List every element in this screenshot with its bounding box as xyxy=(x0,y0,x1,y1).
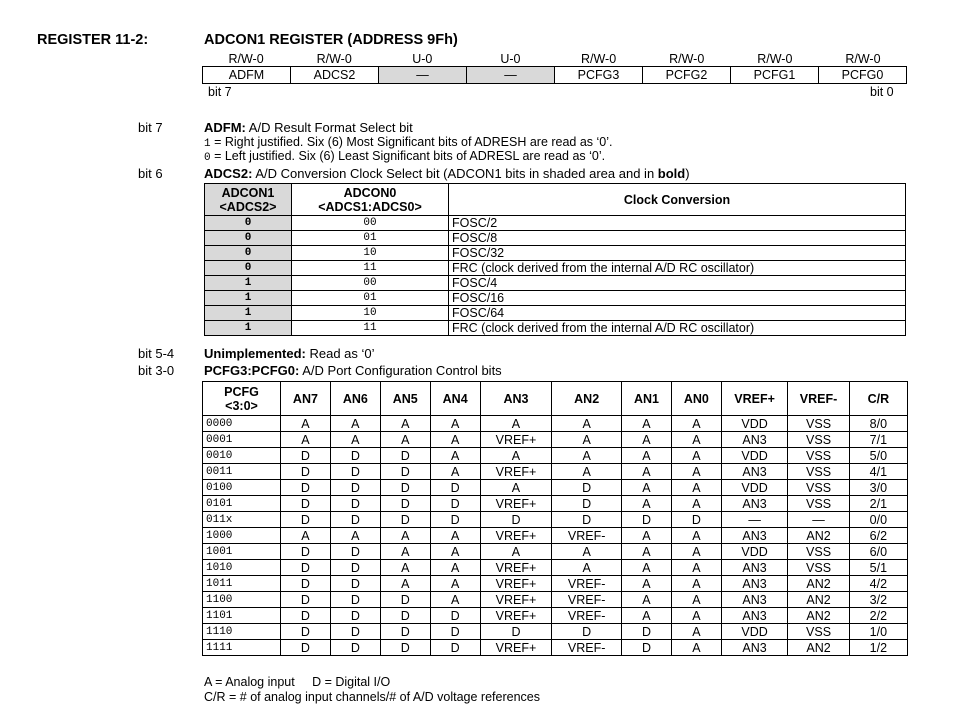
pcfg-cell-an5: D xyxy=(380,608,430,624)
pcfg-header-cr: C/R xyxy=(849,382,907,416)
pcfg-header-an4: AN4 xyxy=(430,382,480,416)
adcs-cell-adcs2: 0 xyxy=(205,261,292,276)
bit-low-label: bit 0 xyxy=(870,85,894,99)
pcfg-cell-pcfg: 1110 xyxy=(203,624,281,640)
pcfg-row xyxy=(203,592,908,608)
pcfg-cell-cr: 6/2 xyxy=(849,528,907,544)
pcfg-cell-an4: D xyxy=(430,640,480,656)
adcs-row xyxy=(205,216,906,231)
bit-cell-pcfg3: PCFG3 xyxy=(555,67,643,83)
pcfg-cell-vref-plus: AN3 xyxy=(721,560,788,576)
adcs-row xyxy=(205,276,906,291)
bit30-desc-line xyxy=(204,363,502,378)
adcs-cell-clock: FOSC/32 xyxy=(449,246,906,261)
adcs-cell-clock: FOSC/8 xyxy=(449,231,906,246)
pcfg-cell-an1: A xyxy=(622,496,672,512)
pcfg-cell-an2: A xyxy=(552,448,622,464)
pcfg-cell-an5: A xyxy=(380,528,430,544)
pcfg-cell-an2: D xyxy=(552,480,622,496)
pcfg-cell-an6: A xyxy=(330,528,380,544)
pcfg-cell-vref-minus: AN2 xyxy=(788,528,849,544)
bit30-desc: A/D Port Configuration Control bits xyxy=(302,363,502,378)
pcfg-cell-an4: D xyxy=(430,496,480,512)
adcs-header-adcon1: ADCON1 <ADCS2> xyxy=(205,184,292,216)
bit7-desc: A/D Result Format Select bit xyxy=(248,120,413,135)
pcfg-header-an3: AN3 xyxy=(480,382,552,416)
pcfg-cell-an4: A xyxy=(430,592,480,608)
adcs-cell-adcs10: 01 xyxy=(292,231,449,246)
adcs-cell-adcs10: 00 xyxy=(292,276,449,291)
bit7-option1-value: 1 xyxy=(204,138,211,150)
pcfg-cell-an1: A xyxy=(622,432,672,448)
pcfg-cell-an4: D xyxy=(430,512,480,528)
pcfg-cell-an5: D xyxy=(380,448,430,464)
pcfg-cell-an7: D xyxy=(280,448,330,464)
pcfg-cell-an7: D xyxy=(280,640,330,656)
pcfg-header-an2: AN2 xyxy=(552,382,622,416)
pcfg-cell-pcfg: 1100 xyxy=(203,592,281,608)
bit7-option0-value: 0 xyxy=(204,152,211,164)
pcfg-row xyxy=(203,432,908,448)
pcfg-cell-an6: D xyxy=(330,464,380,480)
pcfg-cell-vref-minus: VSS xyxy=(788,448,849,464)
pcfg-cell-pcfg: 0011 xyxy=(203,464,281,480)
bit-cell-pcfg1: PCFG1 xyxy=(731,67,819,83)
pcfg-cell-an3: VREF+ xyxy=(480,528,552,544)
pcfg-cell-an4: D xyxy=(430,624,480,640)
pcfg-cell-an3: D xyxy=(480,512,552,528)
pcfg-cell-an2: D xyxy=(552,496,622,512)
pcfg-cell-vref-minus: VSS xyxy=(788,496,849,512)
pcfg-cell-an0: A xyxy=(671,560,721,576)
pcfg-header-an7: AN7 xyxy=(280,382,330,416)
bit6-desc-bold: bold xyxy=(657,166,686,181)
access-bit2: R/W-0 xyxy=(669,52,705,66)
pcfg-cell-pcfg: 011x xyxy=(203,512,281,528)
pcfg-header-vref-minus: VREF- xyxy=(788,382,849,416)
pcfg-cell-cr: 2/1 xyxy=(849,496,907,512)
pcfg-cell-an1: A xyxy=(622,544,672,560)
pcfg-cell-an2: VREF- xyxy=(552,608,622,624)
pcfg-cell-an3: VREF+ xyxy=(480,560,552,576)
bit7-desc-line xyxy=(204,120,413,135)
bit54-desc-line xyxy=(204,346,375,361)
bit54-name: Unimplemented: xyxy=(204,346,306,361)
pcfg-cell-an5: D xyxy=(380,480,430,496)
bit30-name: PCFG3:PCFG0: xyxy=(204,363,300,378)
bit6-desc-line xyxy=(204,166,690,181)
bit-cell-unimpl5: — xyxy=(379,67,467,83)
adcs-cell-clock: FOSC/16 xyxy=(449,291,906,306)
bit7-tag: bit 7 xyxy=(138,120,163,135)
pcfg-cell-pcfg: 1101 xyxy=(203,608,281,624)
pcfg-cell-an3: VREF+ xyxy=(480,464,552,480)
adcs-row xyxy=(205,321,906,336)
register-diagram xyxy=(202,52,907,84)
pcfg-cell-an5: D xyxy=(380,640,430,656)
access-bit0: R/W-0 xyxy=(845,52,881,66)
adcs-row xyxy=(205,231,906,246)
pcfg-cell-an3: VREF+ xyxy=(480,592,552,608)
pcfg-cell-cr: 4/2 xyxy=(849,576,907,592)
adcs-row xyxy=(205,291,906,306)
pcfg-row xyxy=(203,544,908,560)
pcfg-cell-an4: A xyxy=(430,416,480,432)
pcfg-cell-an6: D xyxy=(330,544,380,560)
pcfg-cell-an3: VREF+ xyxy=(480,640,552,656)
pcfg-cell-an7: A xyxy=(280,432,330,448)
adcs-cell-adcs10: 10 xyxy=(292,246,449,261)
pcfg-cell-cr: 5/1 xyxy=(849,560,907,576)
pcfg-cell-an2: VREF- xyxy=(552,640,622,656)
pcfg-cell-an7: D xyxy=(280,544,330,560)
bit54-desc: Read as ‘0’ xyxy=(309,346,375,361)
bit6-desc: A/D Conversion Clock Select bit (ADCON1 bits in shaded area and in xyxy=(255,166,655,181)
pcfg-cell-pcfg: 1010 xyxy=(203,560,281,576)
pcfg-cell-an1: D xyxy=(622,624,672,640)
pcfg-cell-an3: A xyxy=(480,480,552,496)
pcfg-cell-an4: A xyxy=(430,448,480,464)
access-bit3: R/W-0 xyxy=(580,52,617,66)
pcfg-cell-cr: 3/2 xyxy=(849,592,907,608)
legend-line2: C/R = # of analog input channels/# of A/D voltage references xyxy=(204,690,540,704)
pcfg-cell-an5: A xyxy=(380,416,430,432)
pcfg-cell-an6: D xyxy=(330,640,380,656)
pcfg-cell-an6: D xyxy=(330,496,380,512)
pcfg-cell-an5: D xyxy=(380,624,430,640)
pcfg-header-an1: AN1 xyxy=(622,382,672,416)
pcfg-cell-vref-plus: AN3 xyxy=(721,576,788,592)
pcfg-row xyxy=(203,576,908,592)
pcfg-cell-an5: A xyxy=(380,560,430,576)
bit7-name: ADFM: xyxy=(204,120,246,135)
bit7-option1-text: = Right justified. Six (6) Most Significant bits of ADRESH are read as ‘0’. xyxy=(210,135,613,149)
pcfg-cell-an5: D xyxy=(380,592,430,608)
pcfg-cell-pcfg: 1001 xyxy=(203,544,281,560)
pcfg-row xyxy=(203,512,908,528)
pcfg-cell-an5: A xyxy=(380,576,430,592)
pcfg-cell-an6: A xyxy=(330,432,380,448)
pcfg-cell-an0: A xyxy=(671,528,721,544)
adcs-row xyxy=(205,306,906,321)
pcfg-cell-pcfg: 0101 xyxy=(203,496,281,512)
pcfg-cell-vref-plus: VDD xyxy=(721,416,788,432)
pcfg-cell-vref-minus: VSS xyxy=(788,432,849,448)
register-title: ADCON1 REGISTER (ADDRESS 9Fh) xyxy=(204,32,458,48)
pcfg-cell-vref-minus: VSS xyxy=(788,560,849,576)
pcfg-cell-an6: D xyxy=(330,592,380,608)
pcfg-cell-an2: A xyxy=(552,464,622,480)
pcfg-cell-an5: A xyxy=(380,432,430,448)
pcfg-cell-an0: A xyxy=(671,464,721,480)
pcfg-cell-an7: D xyxy=(280,608,330,624)
pcfg-cell-vref-minus: — xyxy=(788,512,849,528)
pcfg-cell-cr: 6/0 xyxy=(849,544,907,560)
pcfg-cell-an1: D xyxy=(622,512,672,528)
pcfg-cell-an3: A xyxy=(480,416,552,432)
pcfg-cell-vref-plus: — xyxy=(721,512,788,528)
pcfg-cell-vref-plus: VDD xyxy=(721,448,788,464)
pcfg-cell-an7: D xyxy=(280,592,330,608)
adcs-cell-clock: FRC (clock derived from the internal A/D RC oscillator) xyxy=(449,321,906,336)
pcfg-cell-cr: 4/1 xyxy=(849,464,907,480)
pcfg-row xyxy=(203,496,908,512)
pcfg-header-pcfg: PCFG <3:0> xyxy=(203,382,281,416)
pcfg-cell-an0: A xyxy=(671,592,721,608)
bit-cell-pcfg0: PCFG0 xyxy=(841,68,884,82)
pcfg-cell-an3: VREF+ xyxy=(480,576,552,592)
pcfg-cell-vref-minus: VSS xyxy=(788,416,849,432)
pcfg-cell-an0: A xyxy=(671,416,721,432)
pcfg-cell-an0: A xyxy=(671,448,721,464)
access-row xyxy=(202,52,907,66)
pcfg-cell-vref-plus: AN3 xyxy=(721,528,788,544)
pcfg-cell-an0: A xyxy=(671,432,721,448)
pcfg-cell-cr: 0/0 xyxy=(849,512,907,528)
pcfg-cell-an1: A xyxy=(622,528,672,544)
pcfg-cell-vref-minus: AN2 xyxy=(788,576,849,592)
pcfg-row xyxy=(203,608,908,624)
adcs-cell-adcs2: 1 xyxy=(205,321,292,336)
adcs-cell-adcs10: 00 xyxy=(292,216,449,231)
pcfg-cell-an2: A xyxy=(552,544,622,560)
pcfg-cell-vref-minus: AN2 xyxy=(788,592,849,608)
adcs-cell-clock: FOSC/64 xyxy=(449,306,906,321)
adcs-cell-adcs2: 0 xyxy=(205,231,292,246)
pcfg-cell-an3: VREF+ xyxy=(480,496,552,512)
pcfg-cell-pcfg: 0100 xyxy=(203,480,281,496)
pcfg-cell-an1: D xyxy=(622,640,672,656)
adcs-cell-adcs10: 11 xyxy=(292,261,449,276)
pcfg-cell-an6: D xyxy=(330,624,380,640)
pcfg-cell-an1: A xyxy=(622,448,672,464)
adcs-cell-adcs2: 0 xyxy=(205,246,292,261)
adcs-cell-adcs2: 1 xyxy=(205,306,292,321)
bit-cell-pcfg2: PCFG2 xyxy=(643,67,731,83)
access-bit6: R/W-0 xyxy=(316,52,352,66)
pcfg-cell-an0: A xyxy=(671,496,721,512)
pcfg-cell-an0: A xyxy=(671,608,721,624)
pcfg-cell-an1: A xyxy=(622,480,672,496)
bit54-tag: bit 5-4 xyxy=(138,346,175,361)
pcfg-cell-an1: A xyxy=(622,608,672,624)
bit6-tag: bit 6 xyxy=(138,166,163,181)
pcfg-row xyxy=(203,480,908,496)
pcfg-cell-an7: D xyxy=(280,512,330,528)
pcfg-cell-an6: D xyxy=(330,576,380,592)
pcfg-cell-an6: D xyxy=(330,512,380,528)
pcfg-cell-an3: A xyxy=(480,544,552,560)
pcfg-cell-an7: A xyxy=(280,528,330,544)
pcfg-row xyxy=(203,624,908,640)
pcfg-cell-an2: A xyxy=(552,416,622,432)
bit-cell-unimpl4: — xyxy=(467,67,555,83)
pcfg-cell-an1: A xyxy=(622,560,672,576)
pcfg-cell-an7: A xyxy=(280,416,330,432)
adcs-cell-adcs2: 1 xyxy=(205,276,292,291)
bit7-option0 xyxy=(204,149,605,164)
access-bit5: U-0 xyxy=(412,52,433,66)
pcfg-cell-an2: VREF- xyxy=(552,528,622,544)
pcfg-row xyxy=(203,416,908,432)
pcfg-cell-an0: A xyxy=(671,640,721,656)
pcfg-cell-cr: 5/0 xyxy=(849,448,907,464)
pcfg-cell-cr: 3/0 xyxy=(849,480,907,496)
pcfg-cell-vref-plus: AN3 xyxy=(721,592,788,608)
pcfg-cell-an5: D xyxy=(380,512,430,528)
pcfg-cell-pcfg: 0000 xyxy=(203,416,281,432)
pcfg-cell-an7: D xyxy=(280,464,330,480)
pcfg-cell-pcfg: 0010 xyxy=(203,448,281,464)
pcfg-cell-an7: D xyxy=(280,496,330,512)
pcfg-cell-an6: D xyxy=(330,560,380,576)
bit-high-label: bit 7 xyxy=(208,85,232,99)
access-bit7: R/W-0 xyxy=(228,52,264,66)
adcs-cell-adcs10: 11 xyxy=(292,321,449,336)
pcfg-cell-an7: D xyxy=(280,480,330,496)
pcfg-cell-pcfg: 0001 xyxy=(203,432,281,448)
pcfg-cell-an3: D xyxy=(480,624,552,640)
pcfg-cell-an2: A xyxy=(552,432,622,448)
pcfg-row xyxy=(203,448,908,464)
adcs-header-clock: Clock Conversion xyxy=(449,184,906,216)
pcfg-cell-an4: A xyxy=(430,544,480,560)
pcfg-cell-vref-plus: VDD xyxy=(721,544,788,560)
pcfg-cell-an4: D xyxy=(430,608,480,624)
pcfg-header-an0: AN0 xyxy=(671,382,721,416)
bit-cell-adcs2: ADCS2 xyxy=(291,67,379,83)
pcfg-row xyxy=(203,528,908,544)
pcfg-cell-an5: A xyxy=(380,544,430,560)
adcs-row xyxy=(205,246,906,261)
pcfg-cell-vref-plus: AN3 xyxy=(721,464,788,480)
adcs-cell-adcs2: 1 xyxy=(205,291,292,306)
pcfg-cell-an2: D xyxy=(552,624,622,640)
pcfg-cell-vref-plus: VDD xyxy=(721,480,788,496)
pcfg-header-vref-plus: VREF+ xyxy=(721,382,788,416)
access-bit4: U-0 xyxy=(500,52,521,66)
adcs-header-adcon0: ADCON0 <ADCS1:ADCS0> xyxy=(292,184,449,216)
pcfg-cell-an5: D xyxy=(380,464,430,480)
pcfg-cell-vref-minus: VSS xyxy=(788,544,849,560)
adcs-cell-adcs2: 0 xyxy=(205,216,292,231)
pcfg-header-an6: AN6 xyxy=(330,382,380,416)
pcfg-cell-an0: A xyxy=(671,544,721,560)
pcfg-cell-an3: A xyxy=(480,448,552,464)
pcfg-cell-an4: A xyxy=(430,576,480,592)
pcfg-table xyxy=(202,381,908,656)
pcfg-cell-an7: D xyxy=(280,576,330,592)
pcfg-cell-an0: A xyxy=(671,576,721,592)
pcfg-cell-an1: A xyxy=(622,576,672,592)
pcfg-cell-an6: D xyxy=(330,448,380,464)
pcfg-cell-pcfg: 1011 xyxy=(203,576,281,592)
pcfg-cell-an5: D xyxy=(380,496,430,512)
pcfg-header-an5: AN5 xyxy=(380,382,430,416)
adcs-table xyxy=(204,183,906,336)
pcfg-cell-vref-minus: AN2 xyxy=(788,640,849,656)
pcfg-cell-an4: A xyxy=(430,464,480,480)
pcfg-cell-an1: A xyxy=(622,416,672,432)
pcfg-cell-an3: VREF+ xyxy=(480,432,552,448)
bit-cell-adfm: ADFM xyxy=(203,67,291,83)
pcfg-cell-vref-minus: VSS xyxy=(788,480,849,496)
adcs-row xyxy=(205,261,906,276)
pcfg-row xyxy=(203,640,908,656)
pcfg-cell-an4: A xyxy=(430,560,480,576)
pcfg-cell-an0: A xyxy=(671,480,721,496)
pcfg-row xyxy=(203,464,908,480)
legend-line1: A = Analog input D = Digital I/O xyxy=(204,675,391,689)
adcs-cell-adcs10: 01 xyxy=(292,291,449,306)
register-label: REGISTER 11-2: xyxy=(37,32,149,48)
pcfg-row xyxy=(203,560,908,576)
pcfg-cell-an6: A xyxy=(330,416,380,432)
bit6-desc-end: ) xyxy=(685,166,690,181)
pcfg-cell-vref-plus: VDD xyxy=(721,624,788,640)
bit7-option1 xyxy=(204,135,613,150)
bit30-tag: bit 3-0 xyxy=(138,363,175,378)
pcfg-cell-an7: D xyxy=(280,560,330,576)
pcfg-cell-an0: A xyxy=(671,624,721,640)
pcfg-cell-vref-plus: AN3 xyxy=(721,432,788,448)
pcfg-cell-an1: A xyxy=(622,464,672,480)
adcs-cell-clock: FOSC/2 xyxy=(449,216,906,231)
adcs-cell-adcs10: 10 xyxy=(292,306,449,321)
pcfg-cell-cr: 1/0 xyxy=(849,624,907,640)
pcfg-cell-vref-minus: VSS xyxy=(788,464,849,480)
pcfg-cell-an4: A xyxy=(430,528,480,544)
bit7-option0-text: = Left justified. Six (6) Least Significant bits of ADRESL are read as ‘0’. xyxy=(210,149,606,163)
pcfg-cell-cr: 1/2 xyxy=(849,640,907,656)
pcfg-cell-an2: VREF- xyxy=(552,592,622,608)
pcfg-cell-cr: 8/0 xyxy=(849,416,907,432)
pcfg-cell-an2: D xyxy=(552,512,622,528)
pcfg-cell-vref-plus: AN3 xyxy=(721,640,788,656)
pcfg-cell-pcfg: 1000 xyxy=(203,528,281,544)
bit-cells xyxy=(202,66,907,84)
bit6-name: ADCS2: xyxy=(204,166,253,181)
pcfg-cell-an3: VREF+ xyxy=(480,608,552,624)
pcfg-cell-an6: D xyxy=(330,608,380,624)
pcfg-cell-cr: 2/2 xyxy=(849,608,907,624)
pcfg-cell-cr: 7/1 xyxy=(849,432,907,448)
pcfg-cell-an4: A xyxy=(430,432,480,448)
pcfg-cell-vref-minus: AN2 xyxy=(788,608,849,624)
adcs-cell-clock: FOSC/4 xyxy=(449,276,906,291)
pcfg-cell-an2: A xyxy=(552,560,622,576)
pcfg-cell-an6: D xyxy=(330,480,380,496)
pcfg-cell-an7: D xyxy=(280,624,330,640)
pcfg-cell-vref-plus: AN3 xyxy=(721,608,788,624)
pcfg-cell-pcfg: 1111 xyxy=(203,640,281,656)
pcfg-cell-an0: D xyxy=(671,512,721,528)
pcfg-cell-an4: D xyxy=(430,480,480,496)
pcfg-cell-vref-plus: AN3 xyxy=(721,496,788,512)
pcfg-cell-an1: A xyxy=(622,592,672,608)
access-bit1: R/W-0 xyxy=(757,52,793,66)
pcfg-cell-an2: VREF- xyxy=(552,576,622,592)
adcs-cell-clock: FRC (clock derived from the internal A/D RC oscillator) xyxy=(449,261,906,276)
pcfg-cell-vref-minus: VSS xyxy=(788,624,849,640)
